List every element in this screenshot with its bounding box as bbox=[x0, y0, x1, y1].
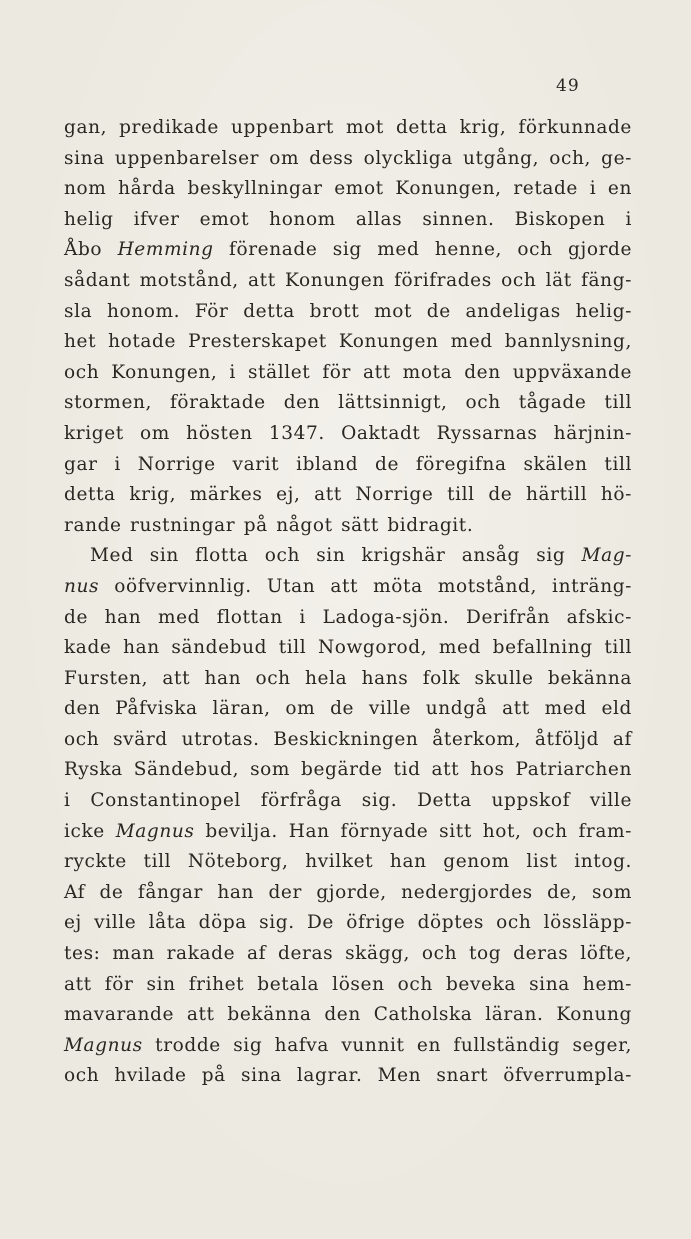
text-line bbox=[64, 1031, 632, 1062]
text-segment: rande rustningar på något sätt bidragit. bbox=[64, 514, 474, 536]
text-segment: icke bbox=[64, 820, 116, 842]
text-segment: bevilja. Han förnyade sitt hot, och fram- bbox=[194, 820, 632, 842]
text-segment: kade han sändebud till Nowgorod, med befallning till bbox=[64, 637, 632, 659]
text-segment: sådant motstånd, att Konungen förifrades och lät fäng- bbox=[64, 269, 632, 291]
text-segment: och svärd utrotas. Beskickningen återkom, åtföljd af bbox=[64, 728, 632, 750]
text-line bbox=[64, 1061, 632, 1092]
text-segment: stormen, föraktade den lättsinnigt, och tågade till bbox=[64, 392, 632, 414]
italic-name: Magnus bbox=[64, 1034, 143, 1056]
text-line bbox=[64, 786, 632, 817]
text-segment: helig ifver emot honom allas sinnen. Biskopen i bbox=[64, 208, 632, 230]
text-segment: Ryska Sändebud, som begärde tid att hos Patriarchen bbox=[64, 759, 632, 781]
text-line bbox=[64, 511, 632, 542]
text-line bbox=[64, 908, 632, 939]
text-line bbox=[64, 144, 632, 175]
text-segment: gan, predikade uppenbart mot detta krig, förkunnade bbox=[64, 117, 632, 138]
text-segment: oöfvervinnlig. Utan att möta motstånd, inträng- bbox=[99, 575, 632, 597]
text-line bbox=[64, 113, 632, 144]
text-line bbox=[64, 419, 632, 450]
text-segment: trodde sig hafva vunnit en fullständig seger, bbox=[142, 1034, 632, 1056]
text-segment: Åbo bbox=[64, 239, 118, 261]
text-segment: ej ville låta döpa sig. De öfrige döptes och lössläpp- bbox=[64, 912, 632, 934]
italic-name: Hemming bbox=[117, 239, 214, 261]
text-line bbox=[64, 541, 632, 572]
text-line bbox=[64, 266, 632, 297]
text-segment: gar i Norrige varit ibland de föregifna skälen till bbox=[64, 453, 632, 475]
text-line bbox=[64, 694, 632, 725]
text-line bbox=[64, 939, 632, 970]
text-line bbox=[64, 388, 632, 419]
text-line bbox=[64, 817, 632, 848]
text-segment: och hvilade på sina lagrar. Men snart öfverrumpla- bbox=[64, 1065, 632, 1087]
italic-name: nus bbox=[64, 575, 100, 597]
text-line bbox=[64, 633, 632, 664]
body-text bbox=[64, 113, 632, 1092]
text-line bbox=[64, 327, 632, 358]
text-line bbox=[64, 970, 632, 1001]
text-line bbox=[64, 847, 632, 878]
text-line bbox=[64, 450, 632, 481]
italic-name: Magnus bbox=[115, 820, 195, 842]
text-line bbox=[64, 1000, 632, 1031]
text-segment: mavarande att bekänna den Catholska läran. Konung bbox=[64, 1004, 632, 1026]
text-segment: att för sin frihet betala lösen och beveka sina hem- bbox=[64, 973, 632, 995]
text-segment: i Constantinopel förfråga sig. Detta uppskof ville bbox=[64, 790, 632, 812]
text-line bbox=[64, 603, 632, 634]
text-segment: sina uppenbarelser om dess olyckliga utgång, och, ge- bbox=[64, 147, 632, 169]
text-line bbox=[64, 480, 632, 511]
text-line bbox=[64, 664, 632, 695]
text-segment: Af de fångar han der gjorde, nedergjordes de, som bbox=[64, 881, 632, 903]
text-segment: Fursten, att han och hela hans folk skulle bekänna bbox=[64, 667, 632, 689]
text-line bbox=[64, 174, 632, 205]
text-segment: och Konungen, i stället för att mota den uppväxande bbox=[64, 361, 632, 383]
text-line bbox=[64, 358, 632, 389]
text-segment: ryckte till Nöteborg, hvilket han genom list intog. bbox=[64, 851, 632, 873]
text-line bbox=[64, 297, 632, 328]
text-line bbox=[64, 878, 632, 909]
text-segment: Med sin flotta och sin krigshär ansåg sig bbox=[90, 545, 582, 567]
text-segment: den Påfviska läran, om de ville undgå att med eld bbox=[64, 698, 632, 720]
paragraph bbox=[64, 113, 632, 541]
text-segment: tes: man rakade af deras skägg, och tog deras löfte, bbox=[64, 943, 632, 965]
italic-name: Mag- bbox=[581, 545, 632, 567]
text-line bbox=[64, 235, 632, 266]
text-line bbox=[64, 755, 632, 786]
text-segment: het hotade Presterskapet Konungen med bannlysning, bbox=[64, 331, 632, 353]
page-number: 49 bbox=[556, 76, 580, 96]
paragraph bbox=[64, 541, 632, 1092]
text-line bbox=[64, 205, 632, 236]
text-line bbox=[64, 572, 632, 603]
text-segment: detta krig, märkes ej, att Norrige till de härtill hö- bbox=[64, 484, 632, 506]
text-segment: de han med flottan i Ladoga-sjön. Derifrån afskic- bbox=[64, 606, 632, 628]
text-segment: nom hårda beskyllningar emot Konungen, retade i en bbox=[64, 178, 632, 200]
text-segment: sla honom. För detta brott mot de andeligas helig- bbox=[64, 300, 632, 322]
text-segment: kriget om hösten 1347. Oaktadt Ryssarnas härjnin- bbox=[64, 422, 632, 444]
text-line bbox=[64, 725, 632, 756]
text-segment: förenade sig med henne, och gjorde bbox=[213, 239, 632, 261]
